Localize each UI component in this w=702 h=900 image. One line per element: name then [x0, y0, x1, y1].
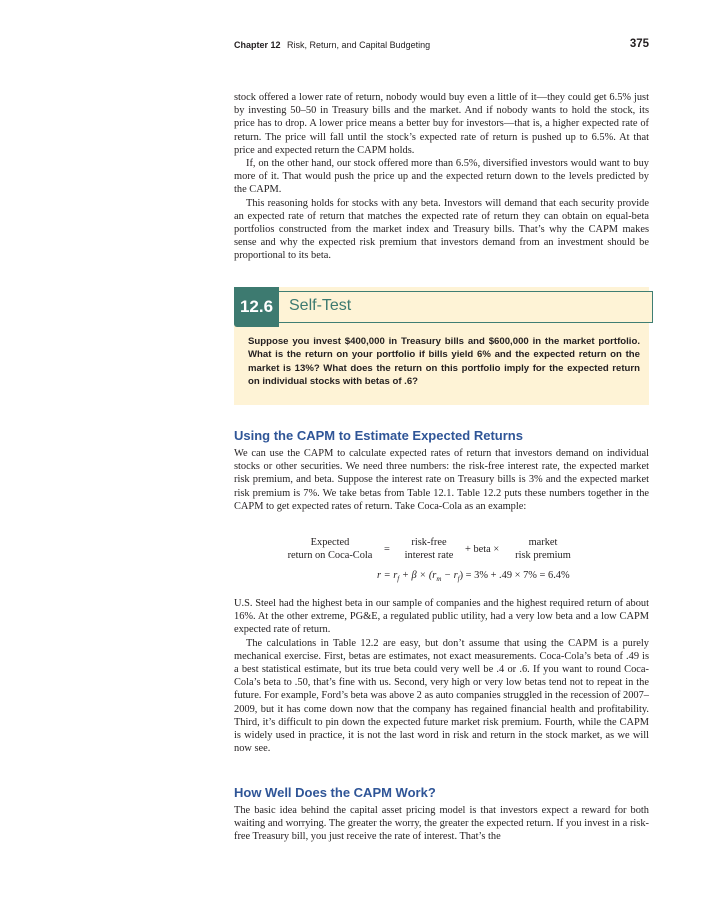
section1-text: [234, 447, 649, 513]
formula-part: ) = 3% + .49 × 7% = 6.4%: [459, 570, 570, 581]
paragraph: U.S. Steel had the highest beta in our sample of companies and the highest required return of about 16%. At the other extreme, PG&E, a regulated public utility, had a very low beta and a low CAPM expected rate of return.: [234, 598, 649, 636]
formula-subscript: m: [436, 575, 442, 584]
paragraph: If, on the other hand, our stock offered more than 6.5%, diversified investors would want to buy more of it. That would push the price up and the expected return down to the levels predicted by the CAPM.: [234, 158, 649, 196]
equation-term-line: risk-free: [411, 537, 447, 548]
self-test-box: [234, 287, 649, 405]
equation-term-line: interest rate: [404, 550, 454, 561]
self-test-title: Self-Test: [289, 297, 352, 314]
equation-term-line: return on Coca-Cola: [287, 550, 373, 561]
formula-subscript: f: [457, 575, 460, 584]
page-number: 375: [629, 38, 649, 50]
equation-term-market-premium: [504, 536, 582, 562]
section2-text: [234, 804, 649, 844]
paragraph: The calculations in Table 12.2 are easy, but don’t assume that using the CAPM is a purely mechanical exercise. First, betas are estimates, not exact measurements. Coca-Cola’s beta of .49 is a best statistical estimate, but its true beta could very well be .4 or .6. If you want to round Coca-Cola’s beta to .50, that’s fine with us. Second, very high or very low betas tend not to repeat in the future. For example, Ford’s beta was above 2 as auto companies struggled in the recession of 2007–2009, but it has come down now that the company has regained financial health and profitability. Third, it’s difficult to pin down the expected future market risk premium. Fourth, while the CAPM is widely used in practice, it is not the last word in risk and return in the stock market, as we will now see.: [234, 637, 649, 755]
self-test-question: Suppose you invest $400,000 in Treasury bills and $600,000 in the market portfolio. What is the return on your portfolio if bills yield 6% and the expected return on the market is 13%? What does the return on this portfolio imply for the expected return on individual stocks with betas of .6?: [248, 336, 640, 388]
equals-sign: =: [384, 544, 390, 555]
paragraph: This reasoning holds for stocks with any beta. Investors will demand that each security provide an expected rate of return that matches the expected rate of return they can obtain on equal-beta portfolios constructed from the market index and Treasury bills. That’s why the CAPM makes sense and why the expected risk premium that investors demand from an investment should be proportional to its beta.: [234, 197, 649, 262]
formula-subscript: f: [397, 575, 400, 584]
formula-part: − r: [441, 570, 458, 581]
chapter-label: Chapter 12: [234, 40, 281, 50]
formula-part: r = r: [377, 570, 398, 581]
formula-part: + β × (r: [399, 570, 437, 581]
equation-term-risk-free: [394, 536, 464, 562]
capm-formula: [377, 569, 570, 586]
running-head: [234, 40, 649, 54]
equation-term-line: Expected: [310, 537, 350, 548]
section1-text-continued: [234, 597, 649, 755]
equation-term-line: market: [528, 537, 558, 548]
paragraph: The basic idea behind the capital asset pricing model is that investors expect a reward for both waiting and worrying. The greater the worry, the greater the expected return. If you invest in a risk-free Treasury bill, you just receive the rate of interest. That’s the: [234, 805, 649, 843]
paragraph: stock offered a lower rate of return, nobody would buy even a little of it—they could get 6.5% just by investing 50–50 in Treasury bills and the market. And if nobody wants to hold the stock, its price has to drop. A lower price means a better buy for investors—that is, a higher expected rate of return. The price will fall until the stock’s expected rate of return is pushed up to 6.5%. At that price and expected return the CAPM holds.: [234, 92, 649, 156]
plus-beta-times: + beta ×: [465, 544, 500, 555]
section-heading: Using the CAPM to Estimate Expected Returns: [234, 428, 523, 443]
equation-term-expected-return: [278, 536, 382, 562]
equation-term-line: risk premium: [515, 550, 571, 561]
section-heading: How Well Does the CAPM Work?: [234, 785, 436, 800]
intro-text: [234, 91, 649, 263]
capm-equation: [234, 536, 649, 584]
self-test-number: 12.6: [234, 287, 279, 327]
paragraph: We can use the CAPM to calculate expected rates of return that investors demand on individual stocks or other securities. We need three numbers: the risk-free interest rate, the expected market risk premium, and beta. Suppose the interest rate on Treasury bills is 3% and the expected market risk premium is 7%. We take betas from Table 12.1. Table 12.2 puts these numbers together in the CAPM to get expected rates of return. Take Coca-Cola as an example:: [234, 448, 649, 512]
chapter-title: Risk, Return, and Capital Budgeting: [287, 40, 431, 50]
